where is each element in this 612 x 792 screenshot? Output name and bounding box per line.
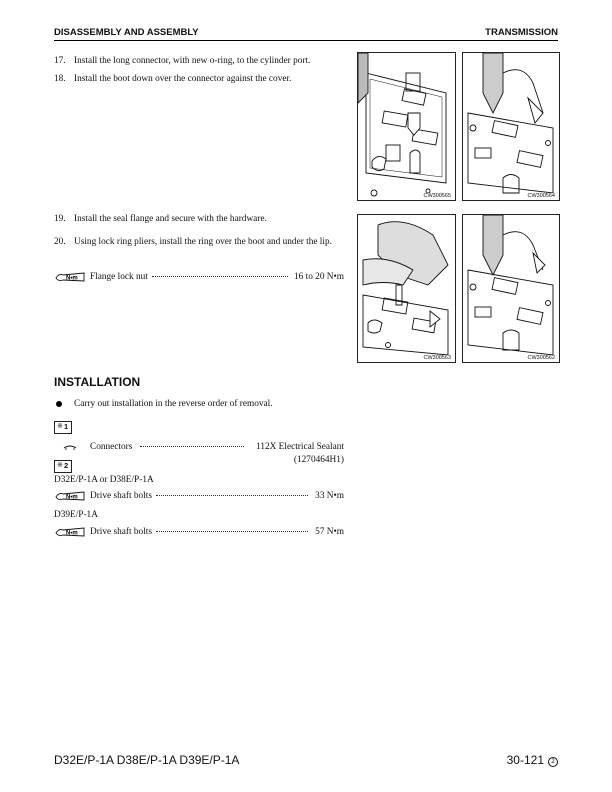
figure-code: CW300562: [527, 355, 555, 361]
torque-wrench-icon: [54, 525, 86, 542]
spec-value: 33 N•m: [315, 491, 344, 501]
step-text: Using lock ring pliers, install the ring over the boot and under the lip.: [74, 237, 332, 247]
model-a: D32E/P-1A or D38E/P-1A: [54, 475, 154, 485]
step-20: [54, 236, 344, 262]
step-number: 19.: [54, 214, 66, 224]
mark-number: 1: [64, 422, 69, 431]
torque-unit: N•m: [66, 275, 78, 282]
step-text: Install the boot down over the connector against the cover.: [74, 74, 292, 84]
spec-drive-shaft-bolts-a: [54, 489, 344, 503]
chapter-title: TRANSMISSION: [485, 27, 558, 38]
figure-illustration: [358, 215, 455, 362]
step-19: [54, 213, 344, 227]
figure-code: CW300563: [423, 355, 451, 361]
torque-unit: N•m: [66, 494, 78, 501]
spec-drive-shaft-bolts-b: [54, 525, 344, 539]
bullet-dot: [56, 401, 62, 407]
figure-illustration: [463, 53, 559, 200]
step-text: Install the long connector, with new o-ring, to the cylinder port.: [74, 56, 311, 66]
mark-badge-2: [54, 460, 72, 473]
figure-cw300564: [462, 52, 560, 201]
figure-cw300562: [462, 214, 560, 363]
step-number: 20.: [54, 237, 66, 247]
figure-cw300563: [357, 214, 456, 363]
revision-mark: 2: [548, 757, 558, 767]
leader-dots: [152, 276, 288, 277]
torque-unit: N•m: [66, 530, 78, 537]
leader-dots: [140, 446, 244, 447]
figure-cw300565: [357, 52, 456, 201]
page-number: 30-121: [506, 753, 544, 767]
spec-label: Drive shaft bolts: [90, 491, 152, 501]
spec-label: Flange lock nut: [90, 272, 148, 282]
sealant-part-number: (1270464H1): [293, 455, 344, 465]
mark-badge-1: [54, 421, 72, 434]
mark-symbol: ※: [57, 423, 63, 430]
leader-dots: [156, 531, 308, 532]
step-number: 18.: [54, 74, 66, 84]
figure-code: CW300564: [527, 193, 555, 199]
step-17: [54, 55, 344, 69]
spec-value: 57 N•m: [315, 527, 344, 537]
spec-connectors: [54, 440, 344, 454]
step-18: [54, 73, 344, 87]
figure-code: CW300565: [423, 193, 451, 199]
section-title: DISASSEMBLY AND ASSEMBLY: [54, 27, 199, 38]
spec-flange-lock-nut: [54, 270, 344, 284]
spec-value: 112X Electrical Sealant: [256, 442, 344, 452]
mark-number: 2: [64, 461, 69, 470]
bullet-text: Carry out installation in the reverse order of removal.: [74, 399, 273, 409]
spec-label: Connectors: [90, 442, 133, 452]
footer-models: D32E/P-1A D38E/P-1A D39E/P-1A: [54, 753, 240, 767]
installation-heading: INSTALLATION: [54, 375, 141, 389]
spec-value: 16 to 20 N•m: [294, 272, 344, 282]
spec-label: Drive shaft bolts: [90, 527, 152, 537]
step-number: 17.: [54, 56, 66, 66]
torque-wrench-icon: [54, 270, 86, 287]
model-b: D39E/P-1A: [54, 510, 98, 520]
torque-wrench-icon: [54, 489, 86, 506]
page-header: [54, 27, 558, 41]
footer-page: [507, 753, 558, 767]
mark-symbol: ※: [57, 462, 63, 469]
figure-illustration: [358, 53, 455, 200]
step-text: Install the seal flange and secure with the hardware.: [74, 214, 267, 224]
header-rule: [54, 40, 558, 41]
figure-illustration: [463, 215, 559, 362]
leader-dots: [156, 495, 308, 496]
